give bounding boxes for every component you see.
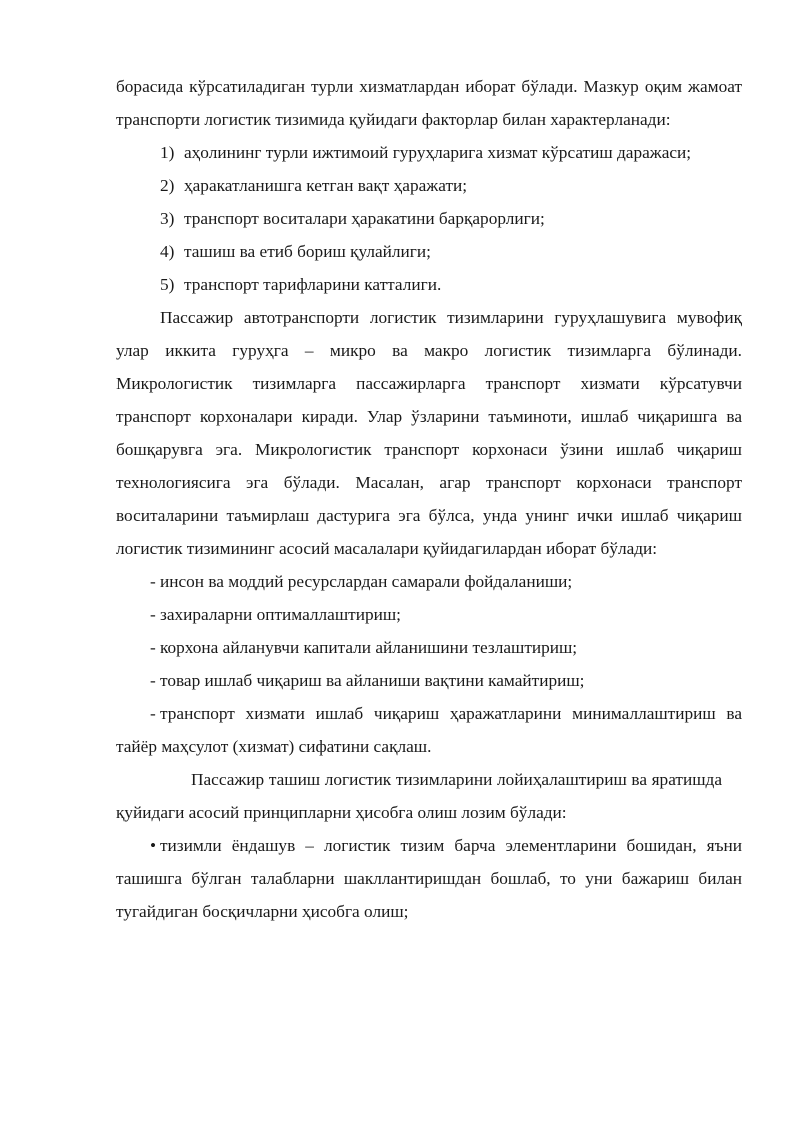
list-number: 4): [160, 242, 175, 261]
intro-paragraph: борасида кўрсатиладиган турли хизматлардан иборат бўлади. Мазкур оқим жамоат транспорти логистик тизимида қуйидаги факторлар билан характерланади:: [116, 77, 742, 129]
principles-list: [116, 829, 742, 928]
list-item-text: корхона айланувчи капитали айланишини тезлаштириш;: [160, 638, 578, 657]
dash-marker: -: [150, 671, 156, 690]
list-item: [116, 697, 742, 763]
list-item: [116, 565, 742, 598]
list-item: [116, 169, 742, 202]
list-item: [116, 631, 742, 664]
page-text-body: [116, 70, 742, 928]
list-item: [116, 235, 742, 268]
list-item-text: товар ишлаб чиқариш ва айланиши вақтини камайтириш;: [160, 671, 585, 690]
principles-text-part1: Пассажир ташиш логистик тизимларини лойиҳалаштириш ва яратишда: [191, 770, 722, 789]
list-item-text: тизимли ёндашув – логистик тизим барча элементларини бошидан, яъни ташишга бўлган талабларни шакллантиришдан бошлаб, то уни бажариш билан тугайдиган босқичларни ҳисобга олиш;: [116, 836, 742, 921]
list-number: 2): [160, 176, 175, 195]
list-item-text: ҳаракатланишга кетган вақт ҳаражати;: [184, 176, 468, 195]
factors-list: [116, 136, 742, 301]
list-item: [116, 598, 742, 631]
principles-paragraph: [116, 763, 742, 829]
list-number: 1): [160, 143, 175, 162]
dash-marker: -: [150, 638, 156, 657]
list-item-text: транспорт хизмати ишлаб чиқариш ҳаражатларини минималлаштириш ва тайёр маҳсулот (хизмат) сифатини сақлаш.: [116, 704, 742, 756]
list-item: [116, 664, 742, 697]
dash-marker: -: [150, 704, 156, 723]
list-item-text: захираларни оптималлаштириш;: [160, 605, 401, 624]
list-item-text: транспорт тарифларини катталиги.: [184, 275, 442, 294]
dash-marker: -: [150, 572, 156, 591]
list-item-text: ташиш ва етиб бориш қулайлиги;: [184, 242, 431, 261]
tasks-list: [116, 565, 742, 763]
list-item: [116, 202, 742, 235]
list-item: [116, 268, 742, 301]
main-paragraph: Пассажир автотранспорти логистик тизимларини гуруҳлашувига мувофиқ улар иккита гуруҳга – микро ва макро логистик тизимларга бўлинади. Микрологистик тизимларга пассажирларга транспорт хизмати кўрсатувчи транспорт корхоналари киради. Улар ўзларини таъминоти, ишлаб чиқаришга ва бошқарувга эга. Микрологистик транспорт корхонаси ўзини ишлаб чиқариш технологиясига эга бўлади. Масалан, агар транспорт корхонаси транспорт воситаларини таъмирлаш дастурига эга бўлса, унда унинг ички ишлаб чиқариш логистик тизимининг асосий масалалари қуйидагилардан иборат бўлади:: [116, 308, 742, 558]
bullet-marker: •: [150, 836, 157, 855]
list-item: [116, 829, 742, 928]
list-item-text: транспорт воситалари ҳаракатини барқарорлиги;: [184, 209, 545, 228]
list-item-text: инсон ва моддий ресурслардан самарали фойдаланиши;: [160, 572, 573, 591]
list-number: 3): [160, 209, 175, 228]
list-item: [116, 136, 742, 169]
principles-text-part2: қуйидаги асосий принципларни ҳисобга олиш лозим бўлади:: [116, 803, 567, 822]
dash-marker: -: [150, 605, 156, 624]
list-number: 5): [160, 275, 175, 294]
list-item-text: аҳолининг турли ижтимоий гуруҳларига хизмат кўрсатиш даражаси;: [184, 143, 692, 162]
